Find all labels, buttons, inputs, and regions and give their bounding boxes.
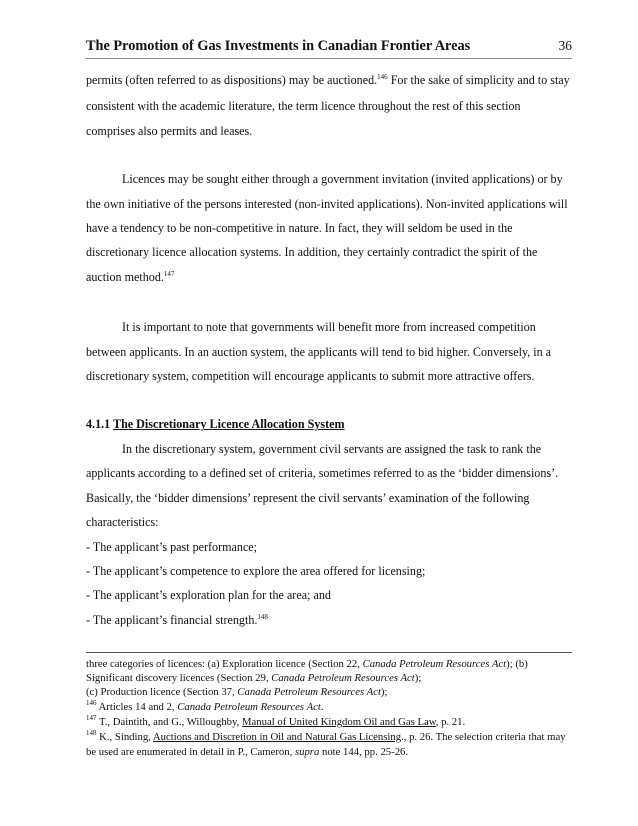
list-item-text: - The applicant’s financial strength.	[86, 612, 258, 627]
section-title: The Discretionary Licence Allocation System	[113, 417, 345, 432]
footnote-continuation: three categories of licences: (a) Exploration licence (Section 22, Canada Petroleum Resources Act); (b) Significant discovery licences (Section 29, Canada Petroleum Resources Act); (c) Production licence (Section 37, Canada Petroleum Resources Act);	[86, 658, 528, 699]
paragraph-1	[86, 68, 572, 143]
list-item: - The applicant’s exploration plan for the area; and	[86, 588, 331, 603]
paragraph-2	[86, 167, 572, 291]
running-header	[86, 36, 572, 59]
footnote-147: $^{147}$ T., Daintith, and G., Willoughby, Manual of United Kingdom Oil and Gas Law, p. 21.	[86, 713, 466, 728]
list-item: - The applicant’s past performance;	[86, 539, 258, 554]
body-text	[86, 68, 572, 634]
list-item: - The applicant’s competence to explore the area offered for licensing;	[86, 563, 426, 578]
section-number: 4.1.1	[86, 417, 111, 432]
paragraph-1-text-cont: For the sake of simplicity and to stay consistent with the academic literature, the term licence throughout the rest of this section comprises also permits and leases.	[86, 73, 570, 138]
footnote-separator	[86, 652, 572, 653]
page-number: 36	[558, 38, 572, 53]
footnote-ref-148: 148	[257, 612, 268, 621]
footnote-ref-147: 147	[163, 269, 175, 278]
paragraph-2-text: Licences may be sought either through a government invitation (invited applications) or by the own initiative of the persons interested (non-invited applications). Non-invited applications will have a tendency to be non-competitive in nature. In fact, they will seldom be used in the discretionary licence allocation systems. In addition, they certainly contradict the spirit of the auction method.	[86, 172, 568, 284]
section-heading	[86, 412, 572, 436]
footnote-146: $^{146}$ Articles 14 and 2, Canada Petroleum Resources Act.	[86, 698, 324, 713]
paragraph-4: In the discretionary system, government civil servants are assigned the task to rank the applicants according to a defined set of criteria, sometimes referred to as the ‘bidder dimensions’. Basically, the ‘bidder dimensions’ represent the civil servants’ examination of the following characteristics:	[86, 441, 559, 530]
paragraph-3: It is important to note that governments will benefit more from increased competition between applicants. In an auction system, the applicants will tend to bid higher. Conversely, in a discretionary system, competition will encourage applicants to submit more attractive offers.	[86, 320, 552, 384]
paragraph-1-text: permits (often referred to as dispositions) may be auctioned.	[86, 73, 378, 87]
list-item	[86, 608, 572, 634]
footnote-ref-146: 146	[377, 73, 388, 81]
header-title: The Promotion of Gas Investments in Canadian Frontier Areas	[86, 38, 471, 54]
footnotes	[86, 657, 572, 759]
footnote-148: $^{148}$ K., Sinding, Auctions and Discretion in Oil and Natural Gas Licensing., p. 26. The selection criteria that may be used are enumerated in detail in P., Cameron, supra note 144, pp. 25-26.	[86, 729, 566, 759]
